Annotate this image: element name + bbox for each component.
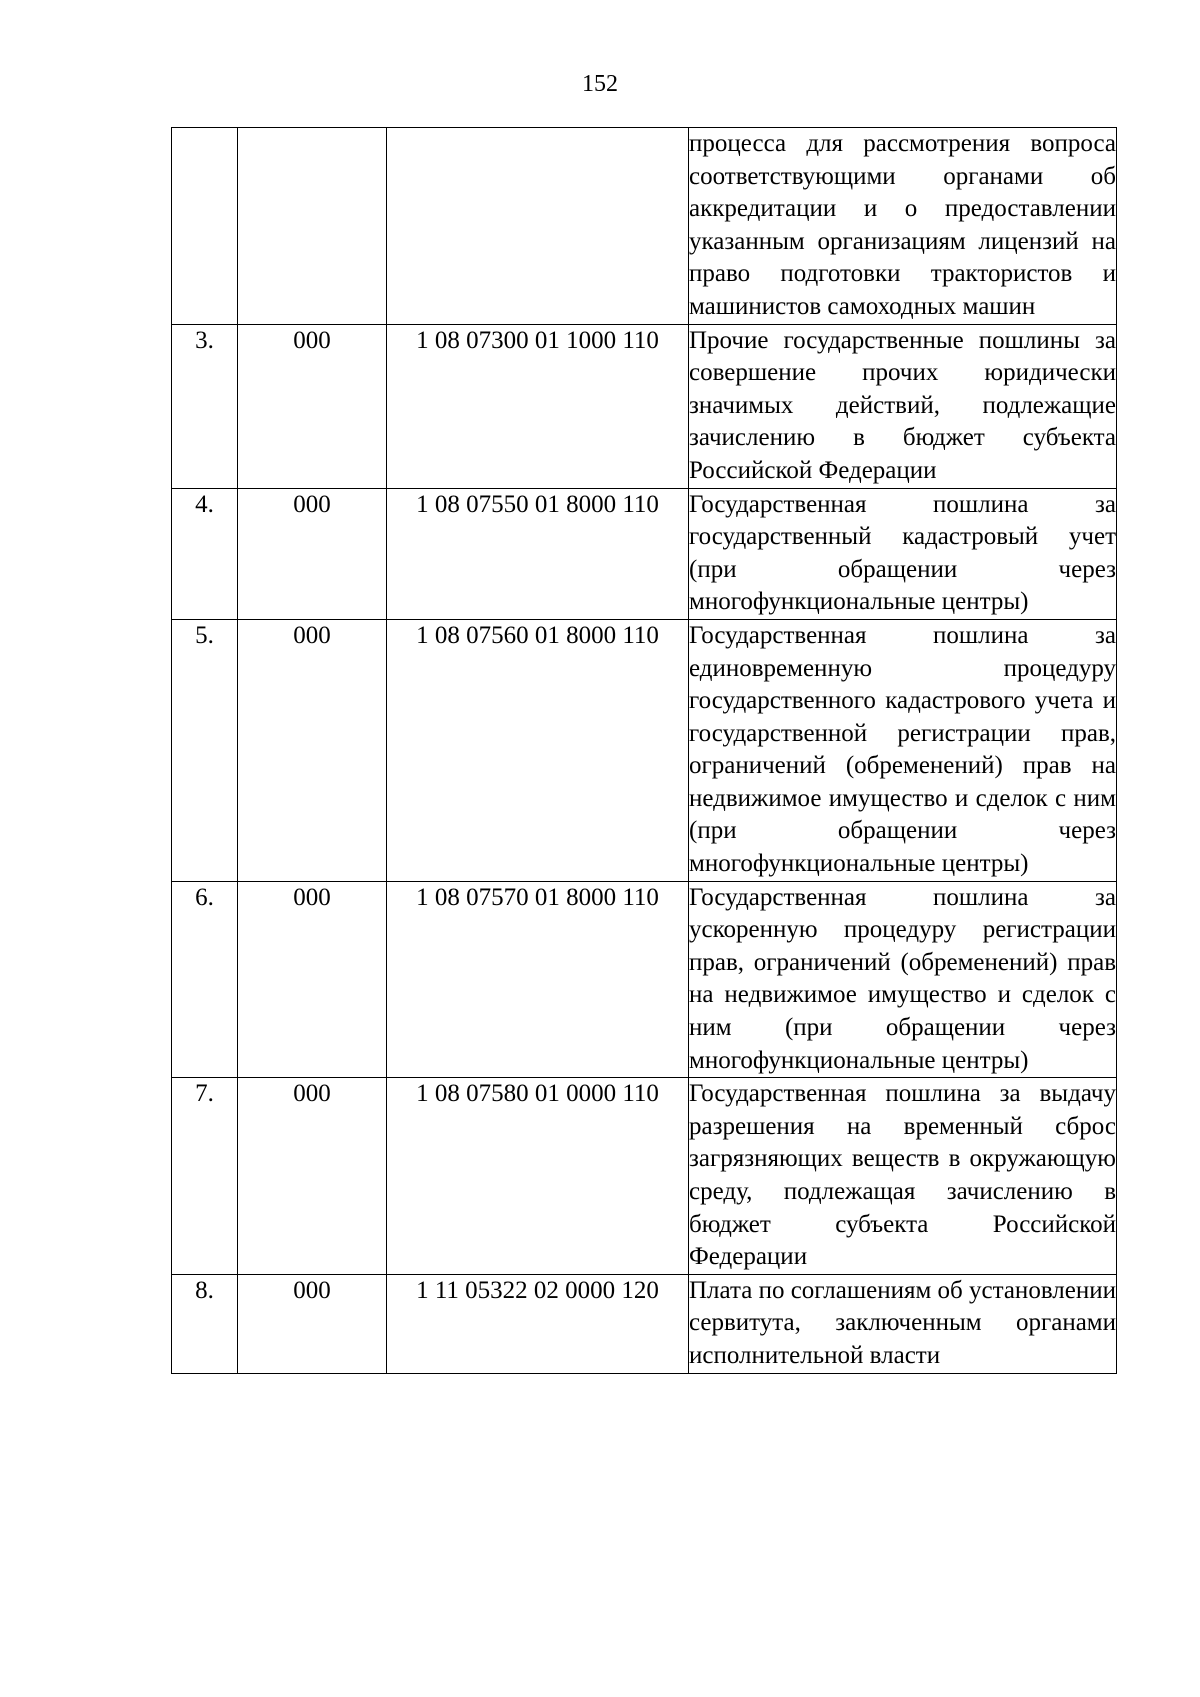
budget-code: 1 08 07570 01 8000 110: [387, 881, 689, 1078]
admin-code: 000: [238, 1078, 387, 1275]
revenue-description: Государственная пошлина за ускоренную процедуру регистрации прав, ограничений (обременений) прав на недвижимое имущество и сделок с ним (при обращении через многофункциональные центры): [689, 881, 1117, 1078]
row-number: [172, 128, 238, 325]
table-row: [172, 488, 1117, 619]
admin-code: 000: [238, 324, 387, 488]
budget-code: 1 08 07560 01 8000 110: [387, 619, 689, 881]
row-number: 5.: [172, 619, 238, 881]
row-number: 7.: [172, 1078, 238, 1275]
revenue-description: Государственная пошлина за выдачу разрешения на временный сброс загрязняющих веществ в окружающую среду, подлежащая зачислению в бюджет субъекта Российской Федерации: [689, 1078, 1117, 1275]
row-number: 6.: [172, 881, 238, 1078]
table-row: [172, 881, 1117, 1078]
admin-code: [238, 128, 387, 325]
revenue-description: Государственная пошлина за единовременную процедуру государственного кадастрового учета и государственной регистрации прав, ограничений (обременений) прав на недвижимое имущество и сделок с ним (при обращении через многофункциональные центры): [689, 619, 1117, 881]
row-number: 4.: [172, 488, 238, 619]
budget-code: 1 08 07550 01 8000 110: [387, 488, 689, 619]
table-row: [172, 1078, 1117, 1275]
table-row: [172, 324, 1117, 488]
budget-code: 1 11 05322 02 0000 120: [387, 1274, 689, 1373]
budget-code: [387, 128, 689, 325]
row-number: 3.: [172, 324, 238, 488]
admin-code: 000: [238, 619, 387, 881]
revenue-description: Плата по соглашениям об установлении сервитута, заключенным органами исполнительной власти: [689, 1274, 1117, 1373]
row-number: 8.: [172, 1274, 238, 1373]
page-number: 152: [582, 71, 618, 97]
admin-code: 000: [238, 1274, 387, 1373]
table-row: [172, 619, 1117, 881]
revenue-description: Государственная пошлина за государственный кадастровый учет (при обращении через многофункциональные центры): [689, 488, 1117, 619]
table-row: [172, 1274, 1117, 1373]
admin-code: 000: [238, 488, 387, 619]
budget-code: 1 08 07580 01 0000 110: [387, 1078, 689, 1275]
revenue-description: процесса для рассмотрения вопроса соответствующими органами об аккредитации и о предоставлении указанным организациям лицензий на право подготовки трактористов и машинистов самоходных машин: [689, 128, 1117, 325]
revenue-codes-table: [171, 127, 1117, 1374]
admin-code: 000: [238, 881, 387, 1078]
revenue-description: Прочие государственные пошлины за совершение прочих юридически значимых действий, подлежащие зачислению в бюджет субъекта Российской Федерации: [689, 324, 1117, 488]
table-row: [172, 128, 1117, 325]
budget-code: 1 08 07300 01 1000 110: [387, 324, 689, 488]
